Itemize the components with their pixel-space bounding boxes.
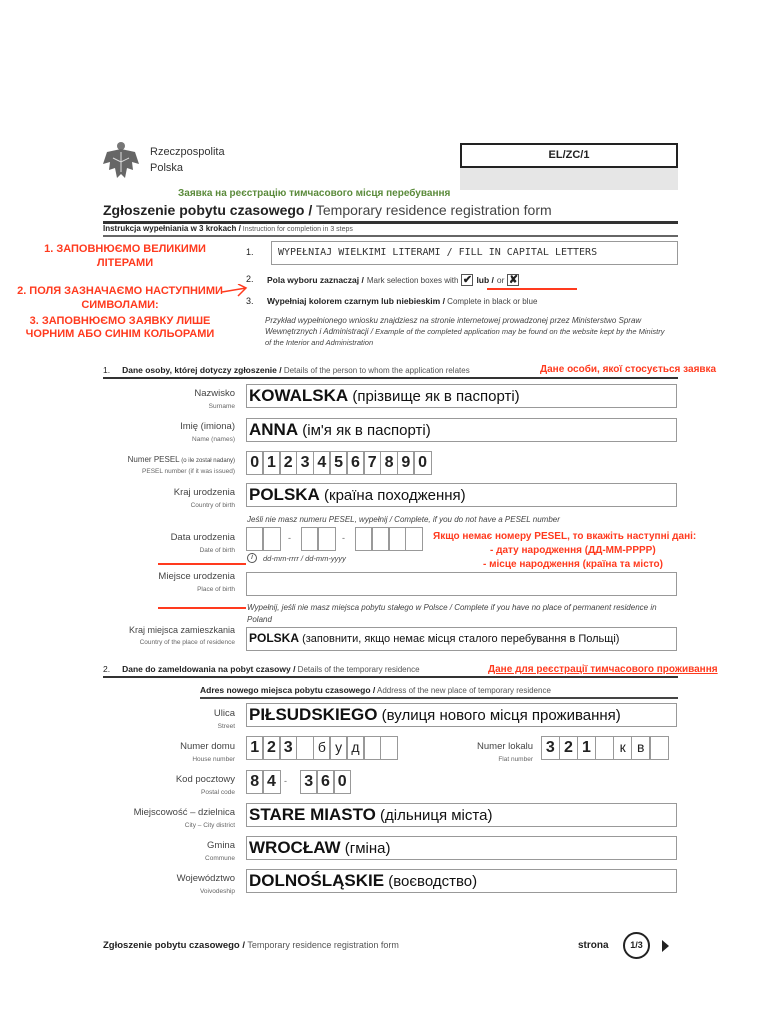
postal-code-label bbox=[176, 774, 235, 796]
birth-date-label bbox=[171, 532, 235, 554]
birth-place-label bbox=[158, 571, 235, 593]
cell: 2 bbox=[262, 736, 280, 760]
cell: 3 bbox=[279, 736, 297, 760]
annotation-2-line-2: СИМВОЛАМИ: bbox=[81, 299, 159, 311]
address-subheading bbox=[200, 685, 551, 695]
pesel-label-pl: Numer PESEL bbox=[127, 455, 180, 464]
cell: 2 bbox=[279, 451, 297, 475]
residence-country-field[interactable] bbox=[246, 627, 677, 651]
surname-label bbox=[194, 388, 235, 410]
commune-field[interactable] bbox=[246, 836, 677, 860]
name-label-en: Name (names) bbox=[192, 436, 235, 443]
title-pl: Zgłoszenie pobytu czasowego / bbox=[103, 202, 313, 218]
cell: 0 bbox=[246, 451, 264, 475]
voivodeship-value: DOLNOŚLĄSKIE bbox=[249, 871, 385, 890]
cell: 5 bbox=[329, 451, 347, 475]
annotation-section-1: Дане особи, якої стосується заявка bbox=[540, 364, 717, 375]
residence-country-label-en: Country of the place of residence bbox=[139, 639, 235, 646]
country-line-1: Rzeczpospolita bbox=[150, 146, 225, 158]
divider bbox=[103, 377, 678, 379]
cell bbox=[317, 527, 335, 551]
cell: 7 bbox=[363, 451, 381, 475]
section-2-number: 2. bbox=[103, 664, 111, 674]
footer-title-pl: Zgłoszenie pobytu czasowego / bbox=[103, 940, 245, 951]
pesel-label bbox=[128, 455, 235, 475]
date-separator: - bbox=[288, 533, 291, 543]
cell: 8 bbox=[380, 451, 398, 475]
voivodeship-label-pl: Województwo bbox=[176, 873, 235, 884]
divider bbox=[200, 697, 678, 699]
street-value: PIŁSUDSKIEGO bbox=[249, 705, 378, 724]
checkmark-box-icon: ✔ bbox=[462, 274, 473, 286]
annotation-arrow-icon bbox=[222, 284, 248, 303]
page-label: strona bbox=[578, 940, 609, 951]
voivodeship-hint: (воєводство) bbox=[384, 873, 478, 890]
step-3-en: Complete in black or blue bbox=[444, 297, 538, 306]
birth-place-field[interactable] bbox=[246, 572, 677, 596]
page-title bbox=[103, 202, 552, 218]
cell: б bbox=[313, 736, 331, 760]
annotation-3-line-1: 3. ЗАПОВНЮЄМО ЗАЯВКУ ЛИШЕ bbox=[29, 315, 211, 327]
name-label-pl: Imię (imiona) bbox=[180, 421, 235, 432]
cell: 6 bbox=[316, 770, 334, 794]
page-indicator: 1/3 bbox=[623, 932, 650, 959]
voivodeship-label bbox=[177, 873, 235, 895]
name-value: ANNA bbox=[249, 420, 299, 439]
step-1-number: 1. bbox=[246, 247, 254, 257]
surname-label-en: Surname bbox=[208, 403, 235, 410]
annotation-pesel-line-2: - дату народження (ДД-ММ-РРРР) bbox=[490, 545, 656, 556]
example-note-en: Example of the completed application may be found on the website kept by the Ministry of the Interior and Administration bbox=[265, 327, 665, 347]
cell bbox=[355, 527, 373, 551]
cell: 0 bbox=[333, 770, 351, 794]
commune-value: WROCŁAW bbox=[249, 838, 341, 857]
surname-label-pl: Nazwisko bbox=[194, 388, 235, 399]
cell bbox=[595, 736, 615, 760]
info-icon: i bbox=[247, 553, 257, 563]
cell: 8 bbox=[246, 770, 264, 794]
cell: 4 bbox=[262, 770, 280, 794]
cell: д bbox=[346, 736, 364, 760]
cell: к bbox=[613, 736, 633, 760]
cell bbox=[296, 736, 314, 760]
annotation-underline bbox=[158, 563, 246, 565]
cell: 2 bbox=[559, 736, 579, 760]
name-label bbox=[180, 421, 235, 443]
cell: 9 bbox=[397, 451, 415, 475]
city-hint: (дільниця міста) bbox=[375, 807, 493, 824]
birth-year-field[interactable] bbox=[356, 527, 423, 551]
residence-country-hint: (заповнити, якщо немає місця сталого перебування в Польщі) bbox=[299, 633, 620, 645]
flat-number-label bbox=[477, 741, 533, 763]
postal-code-label-pl: Kod pocztowy bbox=[175, 774, 235, 785]
polish-eagle-emblem-icon bbox=[101, 140, 141, 182]
cell: 1 bbox=[262, 451, 280, 475]
section-1-title-en: Details of the person to whom the application relates bbox=[281, 366, 470, 375]
footer-title bbox=[103, 940, 399, 951]
step-2-number: 2. bbox=[246, 274, 254, 284]
title-ua: Заявка на реєстрацію тимчасового місця перебування bbox=[178, 188, 451, 199]
birth-country-hint: (країна походження) bbox=[319, 487, 466, 504]
annotation-1-line-1: 1. ЗАПОВНЮЄМО ВЕЛИКИМИ bbox=[44, 243, 206, 255]
city-field[interactable] bbox=[246, 803, 677, 827]
step-2-en: Mark selection boxes with bbox=[366, 275, 459, 285]
birth-country-label-en: Country of birth bbox=[190, 502, 235, 509]
flat-number-label-pl: Numer lokalu bbox=[477, 741, 533, 752]
cell bbox=[246, 527, 264, 551]
cell: 6 bbox=[346, 451, 364, 475]
annotation-3 bbox=[5, 315, 235, 341]
postal-code-part-2[interactable] bbox=[301, 770, 351, 794]
address-subheading-pl: Adres nowego miejsca pobytu czasowego / bbox=[200, 685, 376, 695]
annotation-section-2: Дане для реєстрації тимчасового проживання bbox=[488, 664, 718, 675]
annotation-1 bbox=[20, 242, 230, 270]
annotation-pesel-line-3: - місце народження (країна та місто) bbox=[483, 559, 663, 570]
annotation-underline bbox=[487, 288, 577, 290]
birth-place-label-en: Place of birth bbox=[197, 586, 235, 593]
cell: у bbox=[329, 736, 347, 760]
postal-separator: - bbox=[284, 776, 287, 786]
annotation-2-line-1: 2. ПОЛЯ ЗАЗНАЧАЄМО НАСТУПНИМИ bbox=[17, 285, 223, 297]
divider bbox=[103, 235, 678, 237]
birth-month-field[interactable] bbox=[302, 527, 336, 551]
name-field[interactable] bbox=[246, 418, 677, 442]
birth-country-value: POLSKA bbox=[249, 485, 320, 504]
step-2-pl: Pola wyboru zaznaczaj / bbox=[267, 275, 364, 285]
pesel-label-pl-small: (o ile został nadany) bbox=[179, 458, 235, 464]
street-hint: (вулиця нового місця проживання) bbox=[377, 707, 621, 724]
country-name bbox=[150, 144, 225, 176]
no-residence-note: Wypełnij, jeśli nie masz miejsca pobytu stałego w Polsce / Complete if you have no place of permanent residence in Poland bbox=[247, 603, 657, 624]
office-use-area bbox=[460, 168, 678, 190]
residence-country-label-pl: Kraj miejsca zamieszkania bbox=[128, 625, 235, 635]
city-value: STARE MIASTO bbox=[249, 805, 376, 824]
cell: 1 bbox=[577, 736, 597, 760]
city-label-en: City – City district bbox=[184, 822, 235, 829]
cell bbox=[371, 527, 389, 551]
instructions-heading-pl: Instrukcja wypełniania w 3 krokach / bbox=[103, 224, 241, 233]
surname-field[interactable] bbox=[246, 384, 677, 408]
commune-label-en: Commune bbox=[205, 855, 235, 862]
step-1-box: WYPEŁNIAJ WIELKIMI LITERAMI / FILL IN CAPITAL LETTERS bbox=[271, 241, 678, 265]
annotation-2 bbox=[5, 284, 235, 312]
street-field[interactable] bbox=[246, 703, 677, 727]
name-hint: (ім'я як в паспорті) bbox=[298, 422, 431, 439]
cell: 4 bbox=[313, 451, 331, 475]
cell bbox=[405, 527, 423, 551]
date-separator: - bbox=[342, 533, 345, 543]
section-2-heading bbox=[103, 664, 420, 674]
annotation-pesel-line-1: Якщо немає номеру PESEL, то вкажіть наступні дані: bbox=[433, 531, 697, 542]
step-2-or: or bbox=[496, 275, 505, 285]
birth-date-label-pl: Data urodzenia bbox=[170, 532, 235, 543]
step-3-number: 3. bbox=[246, 296, 254, 306]
cell: 3 bbox=[541, 736, 561, 760]
cell bbox=[388, 527, 406, 551]
form-code-box: EL/ZC/1 bbox=[460, 143, 678, 168]
residence-country-label bbox=[129, 625, 235, 646]
cell bbox=[649, 736, 669, 760]
title-en: Temporary residence registration form bbox=[312, 202, 552, 218]
section-1-title-pl: Dane osoby, której dotyczy zgłoszenie / bbox=[122, 365, 282, 375]
instructions-heading-en: Instruction for completion in 3 steps bbox=[240, 226, 353, 233]
birth-country-field[interactable] bbox=[246, 483, 677, 507]
pesel-label-en: PESEL number (if it was issued) bbox=[142, 468, 235, 475]
cell bbox=[380, 736, 398, 760]
birth-date-label-en: Date of birth bbox=[199, 547, 235, 554]
address-subheading-en: Address of the new place of temporary residence bbox=[375, 686, 551, 695]
pesel-field[interactable] bbox=[247, 451, 432, 475]
section-1-heading bbox=[103, 365, 470, 375]
commune-label-pl: Gmina bbox=[207, 840, 235, 851]
cell: 3 bbox=[300, 770, 318, 794]
postal-code-label-en: Postal code bbox=[201, 789, 235, 796]
commune-hint: (гміна) bbox=[340, 840, 391, 857]
annotation-3-line-2: ЧОРНИМ АБО СИНІМ КОЛЬОРАМИ bbox=[25, 328, 215, 340]
street-label bbox=[214, 708, 235, 730]
step-3-pl: Wypełniaj kolorem czarnym lub niebieskim / bbox=[267, 296, 445, 306]
step-3 bbox=[267, 296, 537, 306]
city-label-pl: Miejscowość – dzielnica bbox=[133, 807, 235, 818]
step-2 bbox=[267, 274, 519, 286]
date-format-hint: dd-mm-rrrr / dd-mm-yyyy bbox=[263, 554, 346, 563]
cell: 3 bbox=[296, 451, 314, 475]
commune-label bbox=[205, 840, 235, 862]
annotation-1-line-2: ЛІТЕРАМИ bbox=[96, 257, 154, 269]
step-2-lub: lub / bbox=[476, 275, 494, 285]
section-1-number: 1. bbox=[103, 365, 111, 375]
birth-country-label bbox=[174, 487, 235, 509]
flat-number-label-en: Flat number bbox=[498, 756, 533, 763]
next-page-icon[interactable] bbox=[662, 940, 669, 952]
house-number-label-pl: Numer domu bbox=[180, 741, 235, 752]
annotation-underline bbox=[158, 607, 246, 609]
birth-country-label-pl: Kraj urodzenia bbox=[173, 487, 235, 498]
surname-value: KOWALSKA bbox=[249, 386, 349, 405]
no-pesel-note: Jeśli nie masz numeru PESEL, wypełnij / Complete, if you do not have a PESEL number bbox=[247, 515, 560, 524]
street-label-en: Street bbox=[217, 723, 235, 730]
section-2-title-pl: Dane do zameldowania na pobyt czasowy / bbox=[122, 664, 296, 674]
instructions-heading bbox=[103, 224, 353, 233]
birth-place-label-pl: Miejsce urodzenia bbox=[158, 571, 235, 582]
flat-number-field[interactable] bbox=[542, 736, 669, 760]
birth-day-field[interactable] bbox=[247, 527, 281, 551]
house-number-label-en: House number bbox=[192, 756, 235, 763]
divider bbox=[103, 676, 678, 678]
x-box-icon: ✘ bbox=[508, 274, 519, 286]
house-number-label bbox=[180, 741, 235, 763]
cell bbox=[363, 736, 381, 760]
cell: 1 bbox=[246, 736, 264, 760]
cell: в bbox=[631, 736, 651, 760]
street-label-pl: Ulica bbox=[213, 708, 235, 719]
example-note bbox=[265, 315, 665, 348]
cell bbox=[301, 527, 319, 551]
cell: 0 bbox=[413, 451, 431, 475]
house-number-field[interactable] bbox=[247, 736, 398, 760]
footer-title-en: Temporary residence registration form bbox=[245, 940, 399, 950]
city-label bbox=[134, 807, 235, 829]
example-note-pl: Przykład wypełnionego wniosku znajdziesz na stronie internetowej prowadzonej przez Ministerstwo Spraw Wewnętrznych i Administracji / bbox=[265, 316, 642, 336]
cell bbox=[262, 527, 280, 551]
country-line-2: Polska bbox=[150, 162, 184, 174]
voivodeship-field[interactable] bbox=[246, 869, 677, 893]
voivodeship-label-en: Voivodeship bbox=[199, 888, 235, 895]
residence-country-value: POLSKA bbox=[249, 631, 300, 645]
surname-hint: (прізвище як в паспорті) bbox=[348, 388, 520, 405]
section-2-title-en: Details of the temporary residence bbox=[295, 665, 420, 674]
postal-code-part-1[interactable] bbox=[247, 770, 281, 794]
